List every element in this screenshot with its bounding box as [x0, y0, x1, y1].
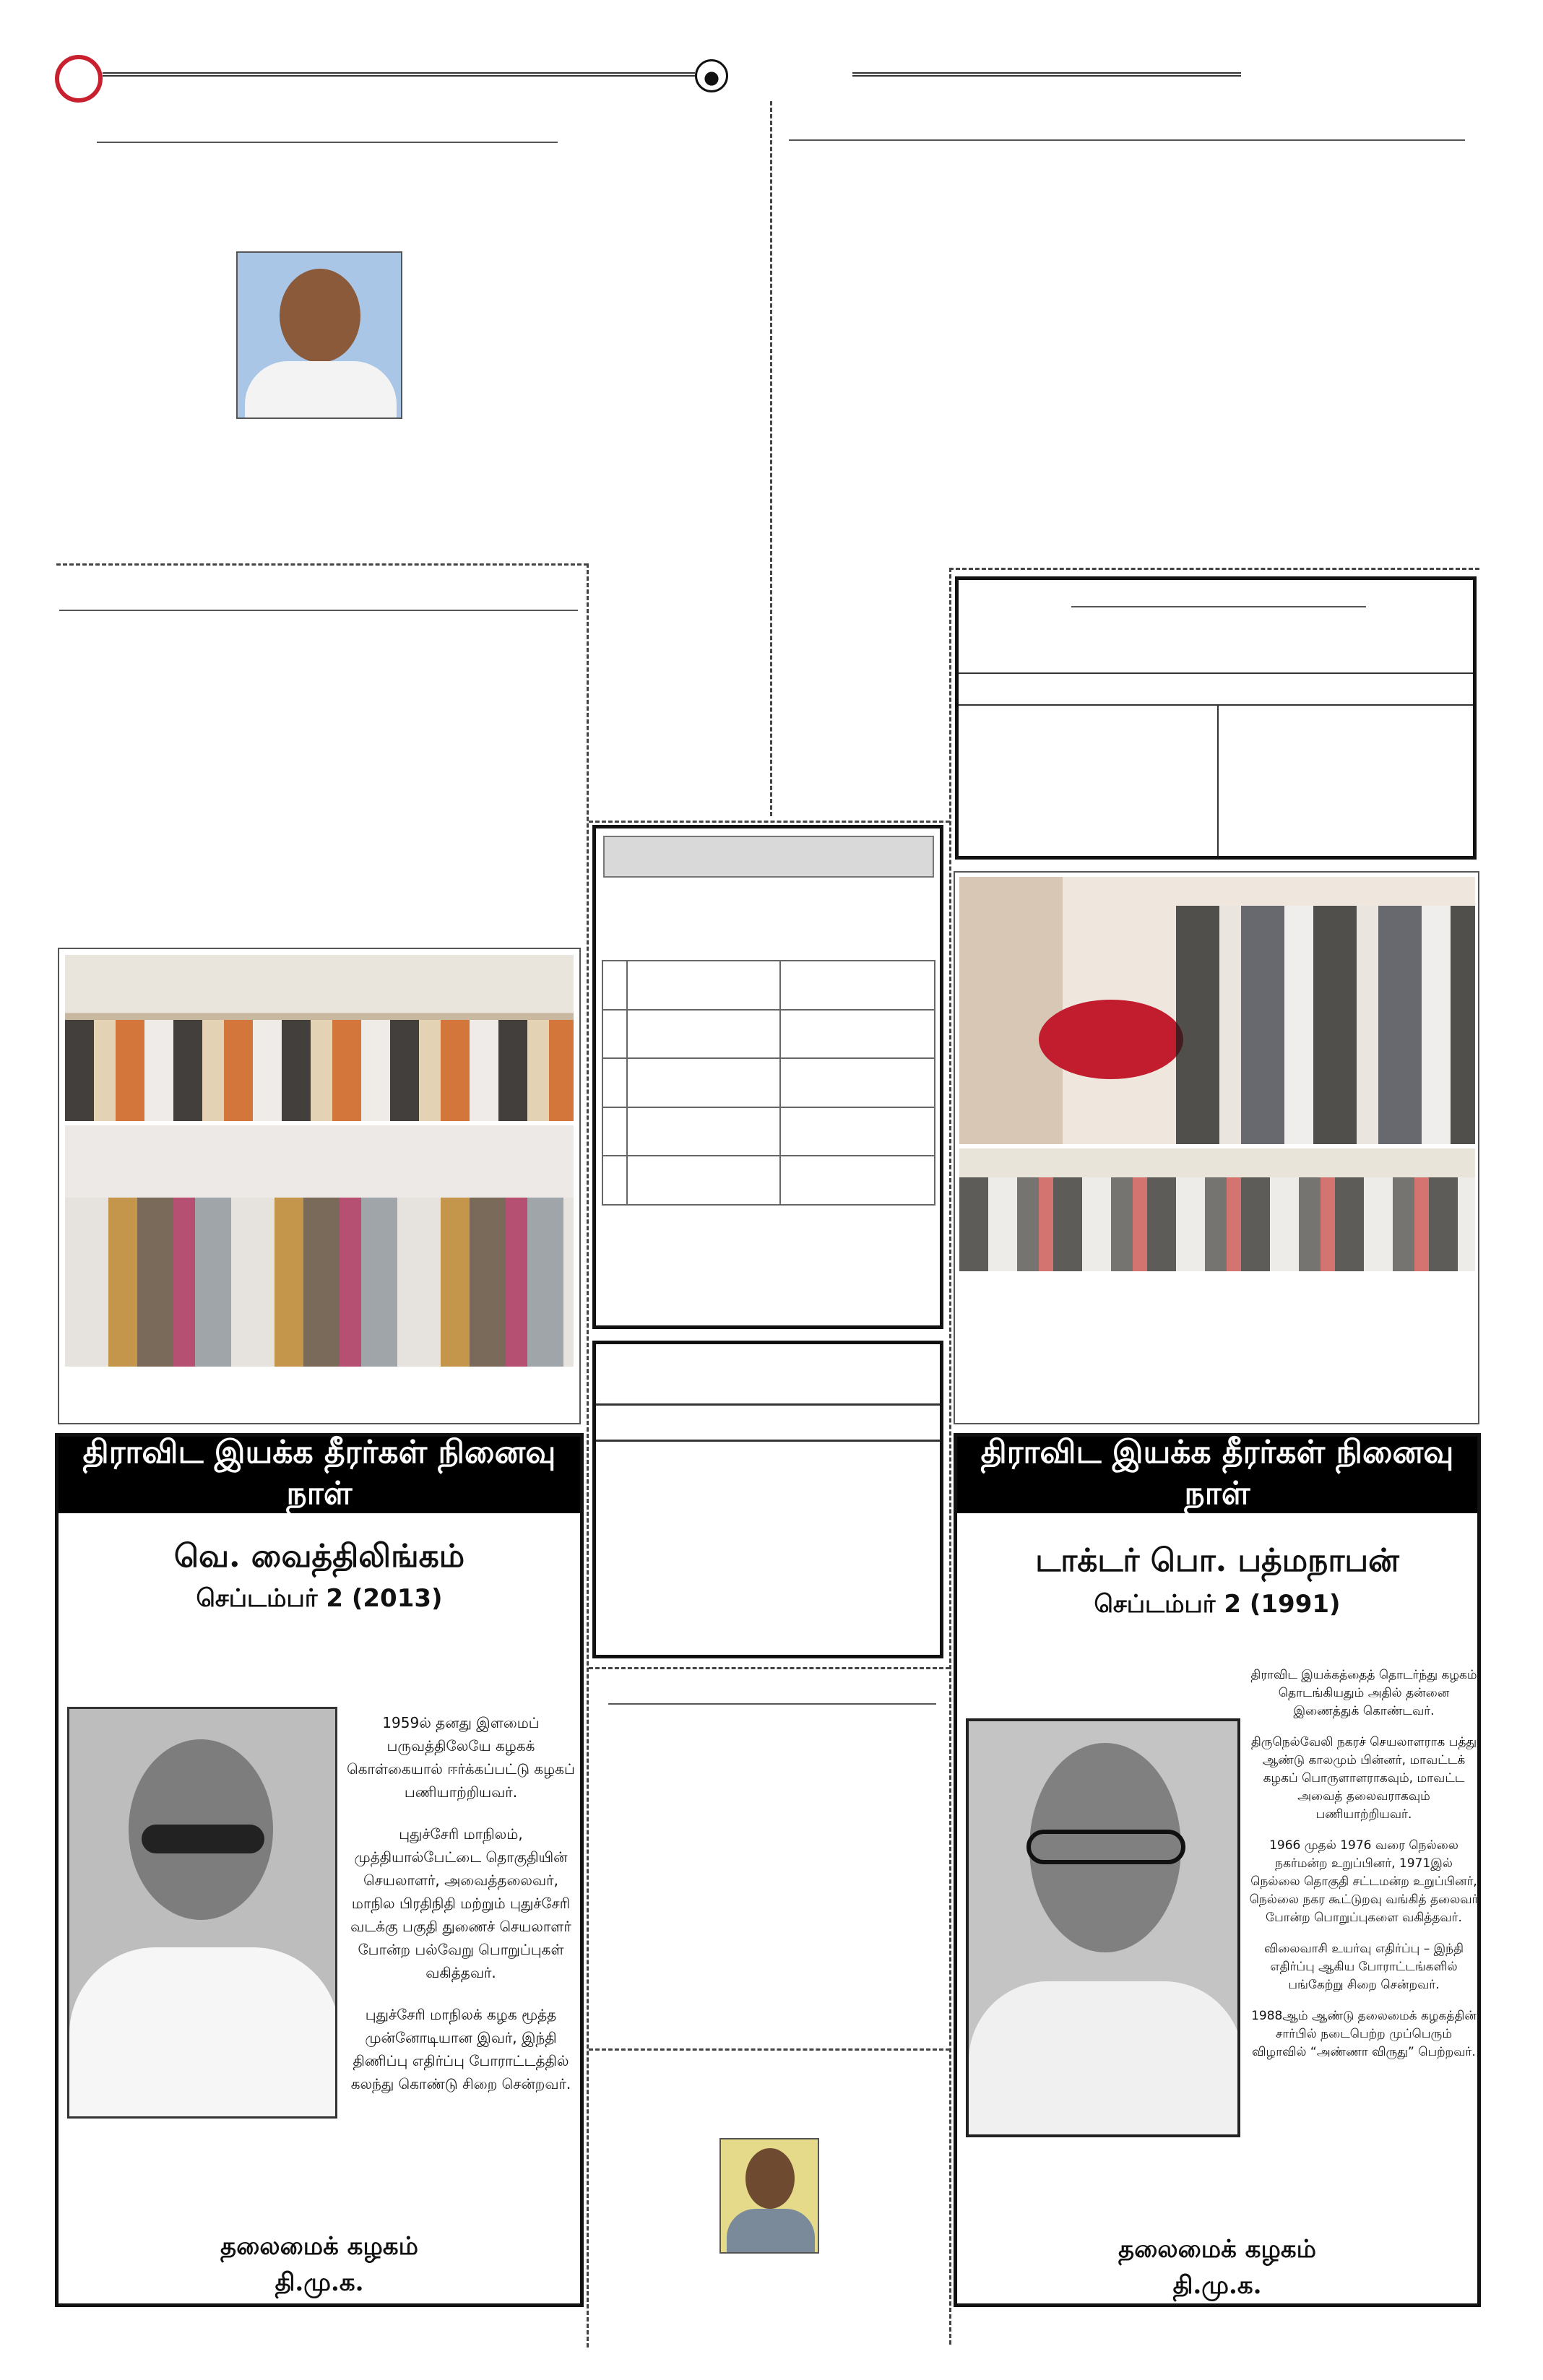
tribute-box-right [954, 1433, 1481, 2307]
signature-line: தலைமைக் கழகம் [1118, 2235, 1316, 2264]
rising-sun-emblem-icon [695, 59, 728, 92]
column-divider [949, 568, 951, 2345]
tribute-banner: திராவிட இயக்க தீரர்கள் நினைவு நாள் [59, 1437, 580, 1513]
tribute-portrait [67, 1707, 337, 2119]
event-photo-frame [58, 948, 581, 1424]
section-rule [608, 1703, 936, 1705]
signature-line: தலைமைக் கழகம் [220, 2232, 418, 2261]
bio-paragraph: 1966 முதல் 1976 வரை நெல்லை நகர்மன்ற உறுப்பினர், 1971இல் நெல்லை தொகுதி சட்டமன்ற உறுப்பினர், நெல்லை நகர கூட்டுறவு வங்கித் தலைவர் போன்ற பொறுப்புகளை வகித்தவர். [1249, 1838, 1479, 1925]
portrait-photo [236, 251, 402, 419]
bio-paragraph: திராவிட இயக்கத்தைத் தொடர்ந்து கழகம் தொடங்கியதும் அதில் தன்னை இணைத்துக் கொண்டவர். [1250, 1668, 1477, 1718]
tribute-date: செப்டம்பர் 2 (1991) [1094, 1590, 1341, 1619]
signature-line: தி.மு.க. [275, 2268, 364, 2297]
tribute-bio [346, 1711, 576, 2114]
section-rule [59, 610, 578, 611]
column-divider [770, 101, 772, 816]
event-photo-bottom [65, 1125, 574, 1367]
section-divider [589, 1667, 950, 1669]
center-notice-box [592, 1341, 943, 1658]
signature-line: தி.மு.க. [1172, 2271, 1262, 2300]
bio-paragraph: 1988ஆம் ஆண்டு தலைமைக் கழகத்தின் சார்பில் நடைபெற்ற முப்பெரும் விழாவில் “அண்ணா விருது” பெற்றவர். [1251, 2009, 1477, 2059]
event-photo-top [959, 877, 1475, 1144]
tribute-name: வெ. வைத்திலிங்கம் [173, 1538, 465, 1575]
column-divider [587, 563, 589, 2347]
section-divider [589, 2048, 950, 2051]
center-box-header [603, 836, 934, 878]
right-info-box [955, 576, 1477, 860]
section-divider [589, 821, 950, 823]
header-logo-ring [55, 55, 103, 103]
center-info-box [592, 825, 943, 1329]
event-photo-bottom [959, 1148, 1475, 1271]
portrait-photo [719, 2138, 819, 2254]
tribute-bio [1249, 1666, 1479, 2061]
tribute-date: செப்டம்பர் 2 (2013) [196, 1584, 443, 1613]
bio-paragraph: 1959ல் தனது இளமைப் பருவத்திலேயே கழகக் கொள்கையால் ஈர்க்கப்பட்டு கழகப் பணியாற்றியவர். [347, 1714, 575, 1801]
section-rule [789, 139, 1465, 141]
tribute-banner: திராவிட இயக்க தீரர்கள் நினைவு நாள் [957, 1437, 1477, 1513]
section-divider [949, 568, 1479, 570]
bio-paragraph: விலைவாசி உயர்வு எதிர்ப்பு – இந்தி எதிர்ப்பு ஆகிய போராட்டங்களில் பங்கேற்று சிறை சென்றவர். [1263, 1942, 1464, 1992]
tribute-portrait [966, 1718, 1240, 2137]
event-photo-top [65, 955, 574, 1121]
section-divider [56, 563, 588, 566]
tribute-name: டாக்டர் பொ. பத்மநாபன் [1035, 1542, 1399, 1579]
header-rule-left [103, 72, 695, 77]
event-photo-frame [954, 871, 1479, 1424]
bio-paragraph: புதுச்சேரி மாநிலம், முத்தியால்பேட்டை தொகுதியின் செயலாளர், அவைத்தலைவர், மாநில பிரதிநிதி மற்றும் புதுச்சேரி வடக்கு பகுதி துணைச் செயலாளர் போன்ற பல்வேறு பொறுப்புகள் வகித்தவர். [350, 1825, 571, 1981]
bio-paragraph: புதுச்சேரி மாநிலக் கழக மூத்த முன்னோடியான இவர், இந்தி திணிப்பு எதிர்ப்பு போராட்டத்தில் கலந்து கொண்டு சிறை சென்றவர். [350, 2006, 571, 2093]
tribute-signature [957, 2231, 1477, 2303]
bio-paragraph: திருநெல்வேலி நகரச் செயலாளராக பத்து ஆண்டு காலமும் பின்னர், மாவட்டக் கழகப் பொருளாளராகவும், மாவட்ட அவைத் தலைவராகவும் பணியாற்றியவர். [1250, 1735, 1477, 1822]
section-rule [97, 142, 558, 143]
center-box-table [602, 960, 935, 1206]
header-rule-right [852, 72, 1241, 77]
tribute-signature [59, 2228, 580, 2301]
tribute-box-left [55, 1433, 584, 2307]
